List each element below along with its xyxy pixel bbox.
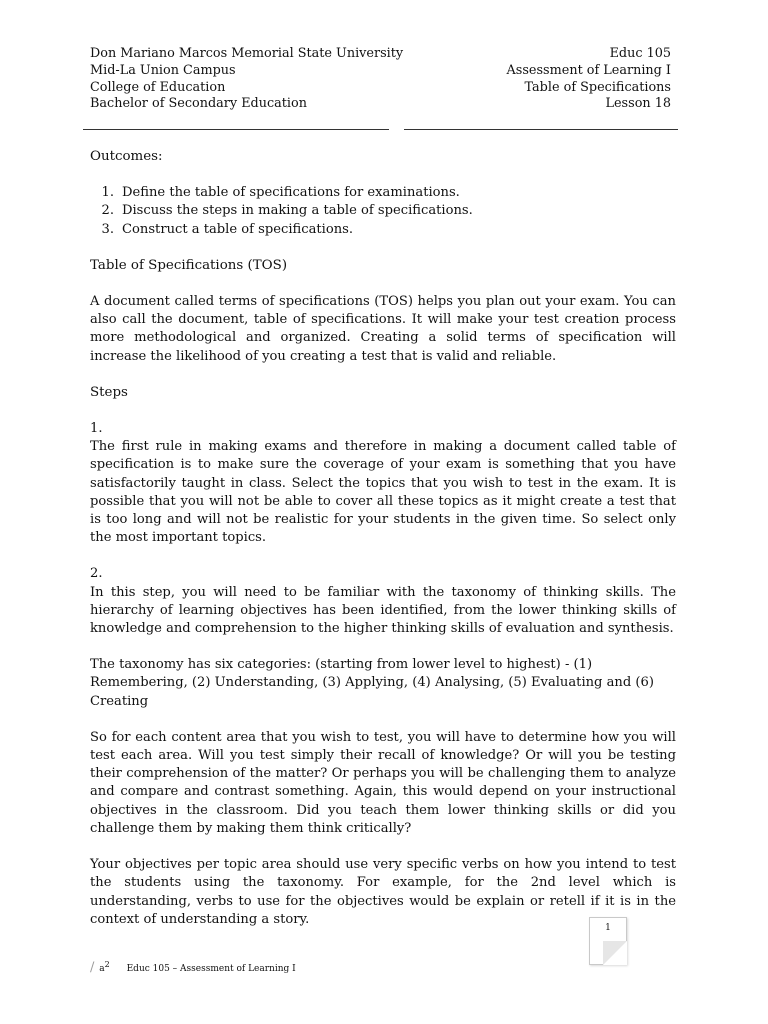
step-2-paragraph: In this step, you will need to be familiar with the taxonomy of thinking skills. The hierarchy of learning objectives has been identified, from the lower thinking skills of knowledge and comprehension to the higher thinking skills of evaluation and synthesis. [90,584,676,637]
page-curl-icon [603,941,627,965]
tos-paragraph: A document called terms of specifications (TOS) helps you plan out your exam. You can also call the document, table of specifications. It will make your test creation process more methodological and organized. Creating a solid terms of specification will increase the likelihood of you creating a test that is valid and reliable. [90,294,676,364]
tos-heading: Table of Specifications (TOS) [90,257,288,273]
page-number-box [589,917,627,965]
footer-page-sup: 2 [104,960,110,969]
footer-page-marker [99,960,110,974]
outcomes-list [90,184,676,239]
list-item-number: 1. [101,185,114,201]
list-item [90,184,676,202]
taxonomy-paragraph: The taxonomy has six categories: (starting from lower level to highest) - (1) Remembering, (2) Understanding, (3) Applying, (4) Analysing, (5) Evaluating and (6) Creating [90,657,654,709]
list-item-text: Discuss the steps in making a table of specifications. [122,203,473,219]
footer-page-letter: a [99,964,105,974]
document-body [90,148,676,929]
header-divider-left [83,129,389,130]
list-item-text: Construct a table of specifications. [122,221,354,237]
header-college: College of Education [90,79,226,95]
header-topic: Table of Specifications [524,79,671,95]
steps-heading: Steps [90,384,128,400]
list-item-text: Define the table of specifications for examinations. [122,185,460,201]
outcomes-heading: Outcomes: [90,149,163,164]
step-1-number: 1. [90,421,103,437]
step-2-number: 2. [90,566,103,582]
header-course-title: Assessment of Learning I [506,62,671,78]
step-1-paragraph: The first rule in making exams and therefore in making a document called table of specification is to make sure the coverage of your exam is something that you have satisfactorily taught in class. Select the topics that you wish to test in the exam. It is possible that you will not be able to cover all these topics as it might create a test that is too long and will not be realistic for your students in the given time. So select only the most important topics. [90,439,676,546]
header-lesson: Lesson 18 [605,96,671,112]
list-item-number: 2. [101,203,114,219]
footer-slash: / [90,960,97,975]
page-number: 1 [605,923,611,933]
header-campus: Mid-La Union Campus [90,62,236,78]
header-course [507,46,671,113]
document-header [90,46,671,118]
header-course-code: Educ 105 [609,46,671,61]
document-footer [90,960,296,975]
header-divider-right [404,129,678,130]
list-item [90,221,676,239]
header-university: Don Mariano Marcos Memorial State University [90,46,404,61]
objectives-paragraph: Your objectives per topic area should use very specific verbs on how you intend to test the students using the taxonomy. For example, for the 2nd level which is understanding, verbs to use for the objectives would be explain or retell if it is in the context of understanding a story. [90,857,676,927]
footer-text: Educ 105 – Assessment of Learning I [126,964,296,974]
content-area-paragraph: So for each content area that you wish to test, you will have to determine how you will test each area. Will you test simply their recall of knowledge? Or will you be testing their comprehension of the matter? Or perhaps you will be challenging them to analyze and compare and contrast something. Again, this would depend on your instructional objectives in the classroom. Did you teach them lower thinking skills or did you challenge them by making them think critically? [90,729,676,836]
list-item [90,202,676,220]
header-institution [90,46,403,113]
header-program: Bachelor of Secondary Education [90,96,307,112]
list-item-number: 3. [101,221,114,237]
